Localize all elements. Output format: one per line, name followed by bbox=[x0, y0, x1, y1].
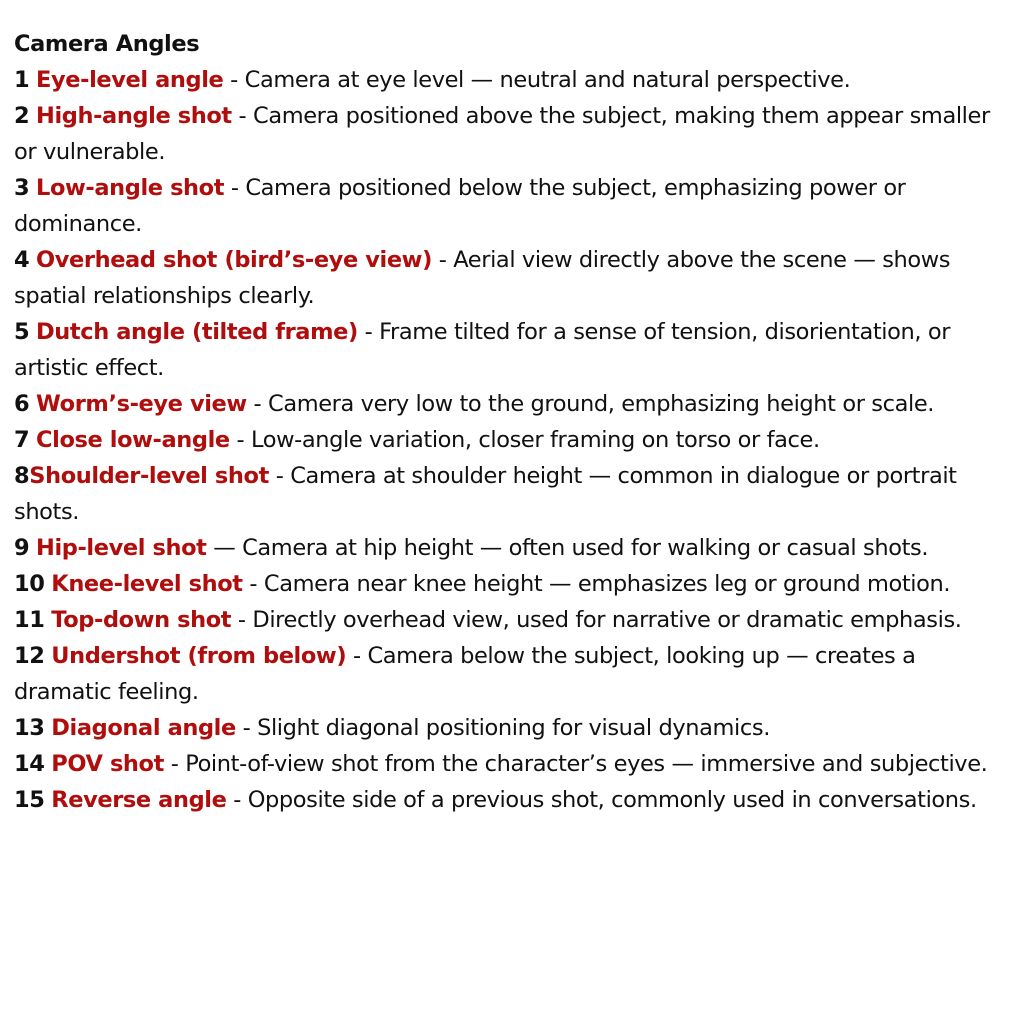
list-item bbox=[14, 638, 1014, 710]
list-item bbox=[14, 314, 1014, 386]
item-term: Low-angle shot bbox=[36, 175, 225, 201]
item-description: Frame tilted for a sense of tension, disorientation, or artistic effect. bbox=[14, 319, 951, 381]
item-separator: - bbox=[224, 175, 246, 201]
item-description: Directly overhead view, used for narrative or dramatic emphasis. bbox=[252, 607, 962, 633]
list-item bbox=[14, 98, 1014, 170]
item-separator: - bbox=[246, 391, 269, 417]
item-separator: - bbox=[231, 607, 253, 633]
item-term: Close low-angle bbox=[36, 427, 230, 453]
item-description: Camera very low to the ground, emphasizing height or scale. bbox=[268, 391, 935, 417]
item-separator: - bbox=[235, 715, 258, 741]
page-title: Camera Angles bbox=[14, 31, 200, 57]
item-separator: - bbox=[226, 787, 248, 813]
item-description: Camera at eye level — neutral and natural perspective. bbox=[244, 67, 851, 93]
item-term: Top-down shot bbox=[51, 607, 232, 633]
item-term: Eye-level angle bbox=[36, 67, 224, 93]
item-term: High-angle shot bbox=[36, 103, 232, 129]
list-item bbox=[14, 170, 1014, 242]
item-separator: - bbox=[346, 643, 368, 669]
document bbox=[14, 26, 1014, 818]
item-term: Reverse angle bbox=[51, 787, 227, 813]
list-item bbox=[14, 422, 1014, 458]
item-separator: - bbox=[223, 67, 245, 93]
item-number: 3 bbox=[14, 175, 30, 201]
item-term: Worm’s-eye view bbox=[36, 391, 247, 417]
item-separator: - bbox=[231, 103, 254, 129]
item-number: 12 bbox=[14, 643, 45, 669]
item-description: Camera at shoulder height — common in dialogue or portrait shots. bbox=[14, 463, 957, 525]
item-separator: - bbox=[357, 319, 380, 345]
list-item bbox=[14, 782, 1014, 818]
item-number: 1 bbox=[14, 67, 30, 93]
list-item bbox=[14, 242, 1014, 314]
item-term: Hip-level shot bbox=[36, 535, 207, 561]
item-separator: - bbox=[229, 427, 252, 453]
item-number: 4 bbox=[14, 247, 30, 273]
item-separator: - bbox=[431, 247, 454, 273]
item-description: Point-of-view shot from the character’s eyes — immersive and subjective. bbox=[185, 751, 988, 777]
list-item bbox=[14, 62, 1014, 98]
item-number: 9 bbox=[14, 535, 30, 561]
item-number: 10 bbox=[14, 571, 45, 597]
item-separator: - bbox=[268, 463, 291, 489]
item-separator: — bbox=[206, 535, 243, 561]
item-number: 2 bbox=[14, 103, 30, 129]
item-term: Diagonal angle bbox=[51, 715, 236, 741]
list-item bbox=[14, 458, 1014, 530]
item-term: Shoulder-level shot bbox=[29, 463, 269, 489]
item-separator: - bbox=[242, 571, 264, 597]
item-description: Camera near knee height — emphasizes leg or ground motion. bbox=[263, 571, 951, 597]
item-description: Opposite side of a previous shot, commonly used in conversations. bbox=[247, 787, 977, 813]
list-item bbox=[14, 746, 1014, 782]
item-number: 7 bbox=[14, 427, 30, 453]
item-term: Overhead shot (bird’s-eye view) bbox=[36, 247, 432, 273]
item-description: Low-angle variation, closer framing on torso or face. bbox=[251, 427, 820, 453]
list-item bbox=[14, 602, 1014, 638]
item-separator: - bbox=[163, 751, 186, 777]
item-number: 13 bbox=[14, 715, 45, 741]
item-description: Camera at hip height — often used for walking or casual shots. bbox=[242, 535, 929, 561]
item-description: Slight diagonal positioning for visual dynamics. bbox=[257, 715, 770, 741]
item-description: Aerial view directly above the scene — shows spatial relationships clearly. bbox=[14, 247, 951, 309]
item-description: Camera positioned below the subject, emphasizing power or dominance. bbox=[14, 175, 906, 237]
item-number: 8 bbox=[14, 463, 30, 489]
list-item bbox=[14, 710, 1014, 746]
list-item bbox=[14, 566, 1014, 602]
list-item bbox=[14, 386, 1014, 422]
item-description: Camera below the subject, looking up — creates a dramatic feeling. bbox=[14, 643, 916, 705]
item-number: 11 bbox=[14, 607, 45, 633]
item-term: POV shot bbox=[51, 751, 164, 777]
item-number: 6 bbox=[14, 391, 30, 417]
item-number: 15 bbox=[14, 787, 45, 813]
item-description: Camera positioned above the subject, making them appear smaller or vulnerable. bbox=[14, 103, 990, 165]
item-number: 5 bbox=[14, 319, 30, 345]
item-term: Undershot (from below) bbox=[51, 643, 347, 669]
item-term: Knee-level shot bbox=[51, 571, 243, 597]
item-term: Dutch angle (tilted frame) bbox=[36, 319, 358, 345]
item-number: 14 bbox=[14, 751, 45, 777]
list-item bbox=[14, 530, 1014, 566]
